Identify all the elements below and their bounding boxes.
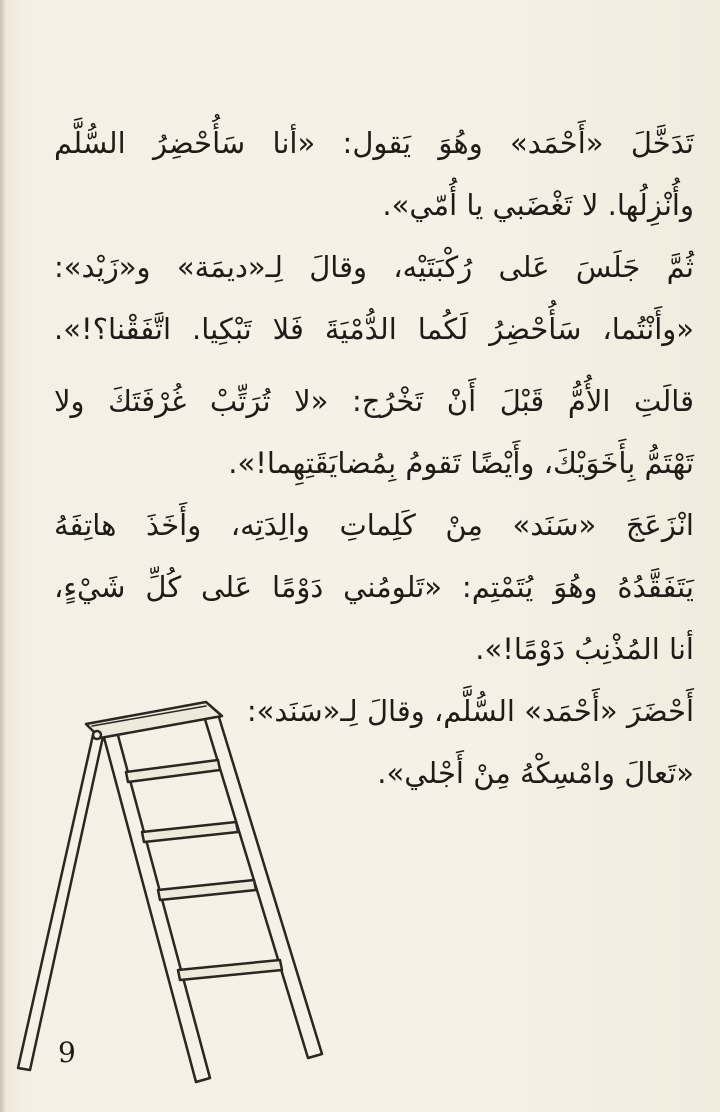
- paragraph-gap: [54, 360, 694, 370]
- ladder-hinge: [93, 731, 101, 739]
- ladder-illustration: [0, 690, 360, 1110]
- story-line-8: يَتَفَقَّدُهُ وهُوَ يُتَمْتِم: «تَلومُني دَوْمًا عَلى كُلِّ شَيْءٍ،: [54, 570, 694, 604]
- story-line-10: أَحْضَرَ «أَحْمَد» السُّلَّم، وقالَ لِـ«سَنَد»:: [246, 694, 694, 728]
- story-line-1: تَدَخَّلَ «أَحْمَد» وهُوَ يَقول: «أنا سَأُحْضِرُ السُّلَّم: [54, 126, 694, 160]
- ladder-back-leg: [18, 732, 104, 1070]
- page-number: 9: [58, 1036, 76, 1069]
- story-line-3: ثُمَّ جَلَسَ عَلى رُكْبَتَيْه، وقالَ لِـ«ديمَة» و«زَيْد»:: [54, 250, 694, 284]
- story-line-2: وأُنْزِلُها. لا تَغْضَبي يا أُمّي».: [382, 188, 694, 222]
- ladder-front-left-rail: [102, 728, 210, 1082]
- story-line-11: «تَعالَ وامْسِكْهُ مِنْ أَجْلي».: [377, 756, 694, 790]
- story-line-9: أنا المُذْنِبُ دَوْمًا!».: [475, 632, 694, 666]
- story-line-5: قالَتِ الأُمُّ قَبْلَ أَنْ تَخْرُج: «لا تُرَتِّبْ غُرْفَتَكَ ولا: [54, 384, 694, 418]
- story-line-4: «وأَنْتُما، سَأُحْضِرُ لَكُما الدُّمْيَةَ فَلا تَبْكِيا. اتَّفَقْنا؟!».: [54, 312, 694, 346]
- story-line-6: تَهْتَمُّ بِأَخَوَيْكَ، وأَيْضًا تَقومُ بِمُضايَقَتِهِما!».: [228, 446, 694, 480]
- story-line-7: انْزَعَجَ «سَنَد» مِنْ كَلِماتِ والِدَتِه، وأَخَذَ هاتِفَهُ: [54, 508, 694, 542]
